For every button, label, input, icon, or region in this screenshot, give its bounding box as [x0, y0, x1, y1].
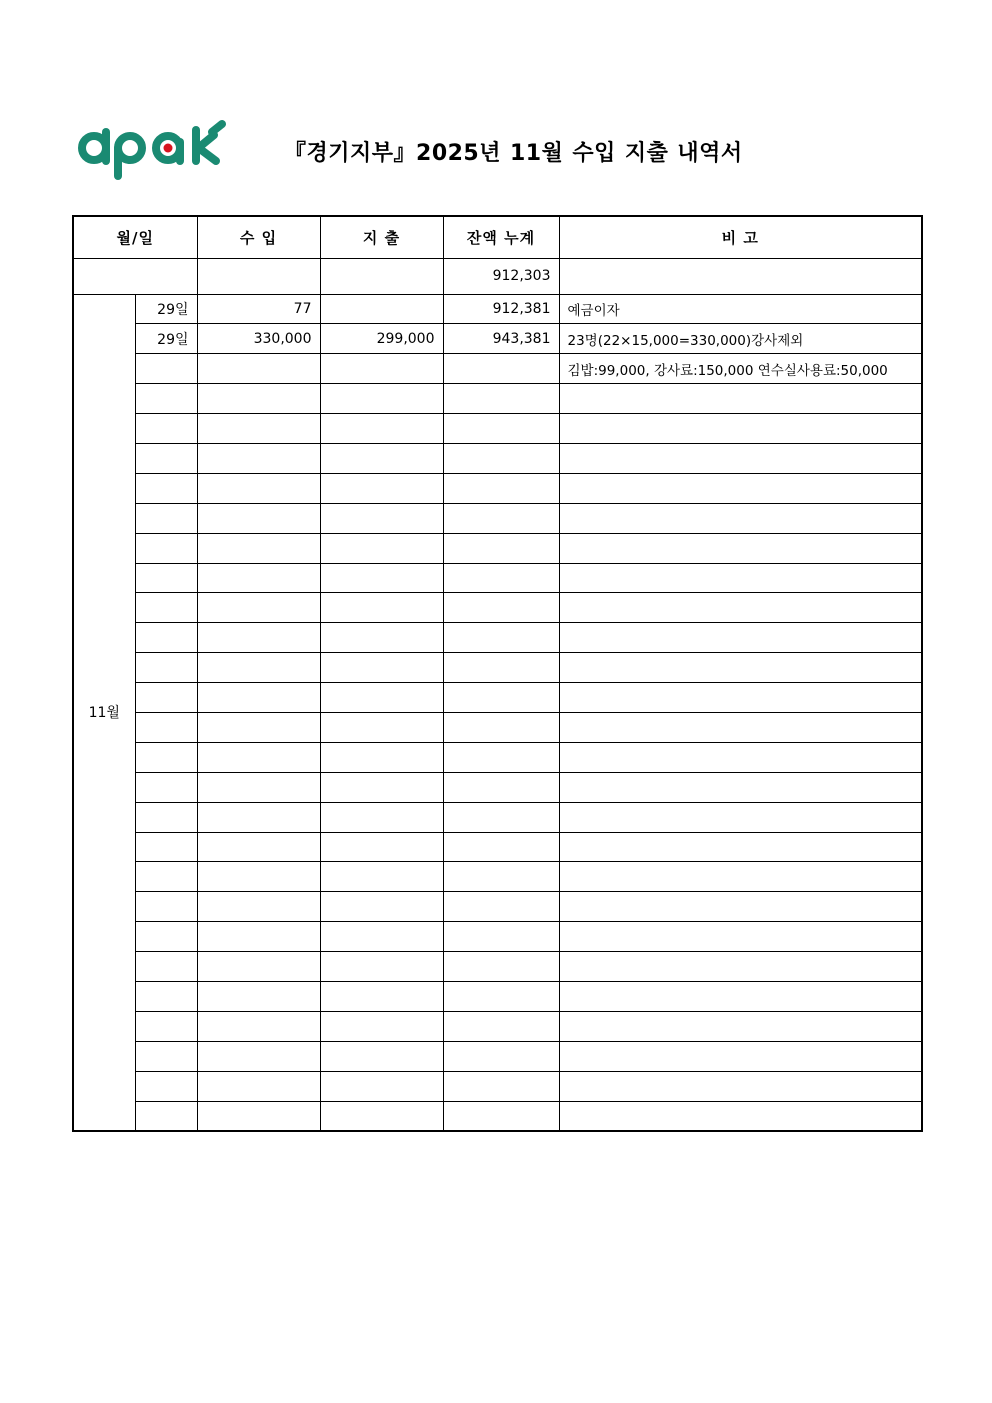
cell-note: [559, 653, 922, 683]
cell-expense: [320, 981, 443, 1011]
empty-row: [73, 1071, 922, 1101]
cell-note: [559, 742, 922, 772]
cell-day: [135, 473, 197, 503]
cell-income: [197, 414, 320, 444]
cell-expense: [320, 802, 443, 832]
cell-balance: [443, 623, 559, 653]
cell-balance: [443, 862, 559, 892]
cell-income: [197, 623, 320, 653]
cell-income: [197, 653, 320, 683]
cell-day: [135, 683, 197, 713]
cell-expense: [320, 473, 443, 503]
cell-day: 29일: [135, 324, 197, 354]
cell-balance: [443, 683, 559, 713]
empty-row: [73, 802, 922, 832]
cell-note: [559, 414, 922, 444]
cell-day: [135, 563, 197, 593]
cell-day: [135, 503, 197, 533]
cell-balance: [443, 473, 559, 503]
empty-row: [73, 892, 922, 922]
cell-expense: [320, 354, 443, 384]
cell-expense: [320, 742, 443, 772]
cell-day: [135, 1041, 197, 1071]
cell-income: [197, 354, 320, 384]
cell-expense: [320, 623, 443, 653]
cell-income: [197, 258, 320, 294]
cell-note: [559, 802, 922, 832]
empty-row: [73, 533, 922, 563]
cell-income: 77: [197, 294, 320, 324]
cell-expense: [320, 1071, 443, 1101]
cell-expense: [320, 862, 443, 892]
empty-row: [73, 653, 922, 683]
cell-day: [135, 593, 197, 623]
empty-row: [73, 503, 922, 533]
cell-day: [135, 354, 197, 384]
cell-expense: [320, 593, 443, 623]
cell-note: 김밥:99,000, 강사료:150,000 연수실사용료:50,000: [559, 354, 922, 384]
cell-expense: [320, 443, 443, 473]
cell-note: [559, 712, 922, 742]
cell-note: 23명(22×15,000=330,000)강사제외: [559, 324, 922, 354]
empty-row: [73, 593, 922, 623]
cell-note: [559, 1011, 922, 1041]
cell-note: [559, 862, 922, 892]
cell-income: [197, 712, 320, 742]
cell-day: [135, 742, 197, 772]
cell-balance: [443, 1011, 559, 1041]
cell-day: [135, 1101, 197, 1131]
title-word: 『경기지부』2025년: [284, 141, 501, 166]
empty-row: [73, 414, 922, 444]
page-title: [284, 136, 752, 167]
cell-balance: [443, 503, 559, 533]
empty-row: [73, 623, 922, 653]
cell-balance: [443, 1101, 559, 1131]
empty-row: [73, 772, 922, 802]
cell-expense: [320, 653, 443, 683]
cell-balance: [443, 981, 559, 1011]
cell-income: [197, 384, 320, 414]
cell-expense: 299,000: [320, 324, 443, 354]
cell-expense: [320, 772, 443, 802]
empty-row: [73, 563, 922, 593]
title-word: 수입: [572, 141, 616, 166]
cell-income: [197, 922, 320, 952]
cell-expense: [320, 384, 443, 414]
empty-row: [73, 742, 922, 772]
empty-row: [73, 443, 922, 473]
cell-balance: [443, 1071, 559, 1101]
cell-income: [197, 593, 320, 623]
cell-day: [135, 533, 197, 563]
cell-income: [197, 1101, 320, 1131]
cell-day: [135, 862, 197, 892]
cell-balance: [443, 384, 559, 414]
cell-balance: [443, 1041, 559, 1071]
column-header-date: 월/일: [73, 216, 197, 258]
cell-note: [559, 1041, 922, 1071]
ledger-table: [72, 215, 923, 1132]
table-row: [73, 324, 922, 354]
cell-expense: [320, 922, 443, 952]
cell-day: [135, 1071, 197, 1101]
cell-note: [559, 683, 922, 713]
column-header-balance: 잔액 누계: [443, 216, 559, 258]
empty-row: [73, 683, 922, 713]
cell-income: [197, 772, 320, 802]
cell-day: [135, 981, 197, 1011]
cell-income: [197, 683, 320, 713]
cell-balance: [443, 593, 559, 623]
empty-row: [73, 1041, 922, 1071]
cell-day: [135, 802, 197, 832]
cell-balance: [443, 414, 559, 444]
cell-note: [559, 981, 922, 1011]
cell-balance: [443, 742, 559, 772]
cell-note: [559, 473, 922, 503]
cell-income: [197, 563, 320, 593]
cell-balance: [443, 443, 559, 473]
cell-balance: [443, 563, 559, 593]
cell-note: [559, 443, 922, 473]
empty-row: [73, 384, 922, 414]
column-header-income: 수 입: [197, 216, 320, 258]
empty-row: [73, 862, 922, 892]
cell-balance: [443, 712, 559, 742]
cell-note: [559, 384, 922, 414]
cell-balance: 943,381: [443, 324, 559, 354]
cell-expense: [320, 1101, 443, 1131]
cell-note: [559, 563, 922, 593]
cell-income: [197, 1041, 320, 1071]
opening-balance-row: [73, 258, 922, 294]
cell-note: [559, 503, 922, 533]
column-header-note: 비 고: [559, 216, 922, 258]
opening-balance: 912,303: [443, 258, 559, 294]
cell-income: [197, 503, 320, 533]
cell-note: [559, 1071, 922, 1101]
month-label: 11월: [73, 294, 135, 1131]
cell-note: [559, 623, 922, 653]
cell-income: [197, 862, 320, 892]
cell-income: [197, 892, 320, 922]
cell-note: [559, 1101, 922, 1131]
empty-row: [73, 952, 922, 982]
cell-balance: [443, 802, 559, 832]
empty-row: [73, 922, 922, 952]
cell-note: [559, 952, 922, 982]
cell-note: [559, 922, 922, 952]
cell-day: [135, 384, 197, 414]
cell-day: [135, 443, 197, 473]
cell-expense: [320, 683, 443, 713]
cell-note: [559, 533, 922, 563]
cell-expense: [320, 832, 443, 862]
cell-day: [135, 414, 197, 444]
cell-income: [197, 832, 320, 862]
cell-expense: [320, 952, 443, 982]
cell-income: [197, 742, 320, 772]
cell-day: [135, 712, 197, 742]
cell-expense: [320, 1041, 443, 1071]
cell-day: [135, 892, 197, 922]
title-word: 내역서: [677, 141, 743, 166]
cell-balance: [443, 952, 559, 982]
cell-balance: [443, 354, 559, 384]
cell-expense: [320, 414, 443, 444]
cell-balance: [443, 832, 559, 862]
cell-date: [73, 258, 197, 294]
cell-balance: 912,381: [443, 294, 559, 324]
cell-day: [135, 922, 197, 952]
cell-day: 29일: [135, 294, 197, 324]
empty-row: [73, 1101, 922, 1131]
dpak-logo: [76, 118, 236, 182]
cell-balance: [443, 653, 559, 683]
cell-balance: [443, 922, 559, 952]
empty-row: [73, 981, 922, 1011]
cell-note: [559, 832, 922, 862]
cell-day: [135, 1011, 197, 1041]
column-header-expense: 지 출: [320, 216, 443, 258]
cell-balance: [443, 772, 559, 802]
cell-income: [197, 473, 320, 503]
cell-day: [135, 623, 197, 653]
cell-expense: [320, 294, 443, 324]
cell-income: [197, 1071, 320, 1101]
cell-note: [559, 772, 922, 802]
cell-expense: [320, 503, 443, 533]
cell-expense: [320, 563, 443, 593]
cell-expense: [320, 712, 443, 742]
cell-income: [197, 443, 320, 473]
empty-row: [73, 832, 922, 862]
cell-expense: [320, 533, 443, 563]
cell-balance: [443, 892, 559, 922]
cell-note: [559, 892, 922, 922]
cell-balance: [443, 533, 559, 563]
cell-income: [197, 952, 320, 982]
title-word: 지출: [624, 141, 669, 166]
cell-income: [197, 1011, 320, 1041]
cell-expense: [320, 1011, 443, 1041]
table-row: [73, 294, 922, 324]
cell-note: [559, 258, 922, 294]
header-row: [73, 216, 922, 258]
cell-day: [135, 832, 197, 862]
cell-expense: [320, 892, 443, 922]
empty-row: [73, 712, 922, 742]
cell-note: [559, 593, 922, 623]
title-word: 11월: [510, 141, 564, 166]
cell-day: [135, 952, 197, 982]
cell-note: 예금이자: [559, 294, 922, 324]
cell-day: [135, 653, 197, 683]
table-row: [73, 354, 922, 384]
cell-day: [135, 772, 197, 802]
empty-row: [73, 1011, 922, 1041]
cell-income: 330,000: [197, 324, 320, 354]
cell-income: [197, 981, 320, 1011]
cell-expense: [320, 258, 443, 294]
cell-income: [197, 533, 320, 563]
empty-row: [73, 473, 922, 503]
cell-income: [197, 802, 320, 832]
